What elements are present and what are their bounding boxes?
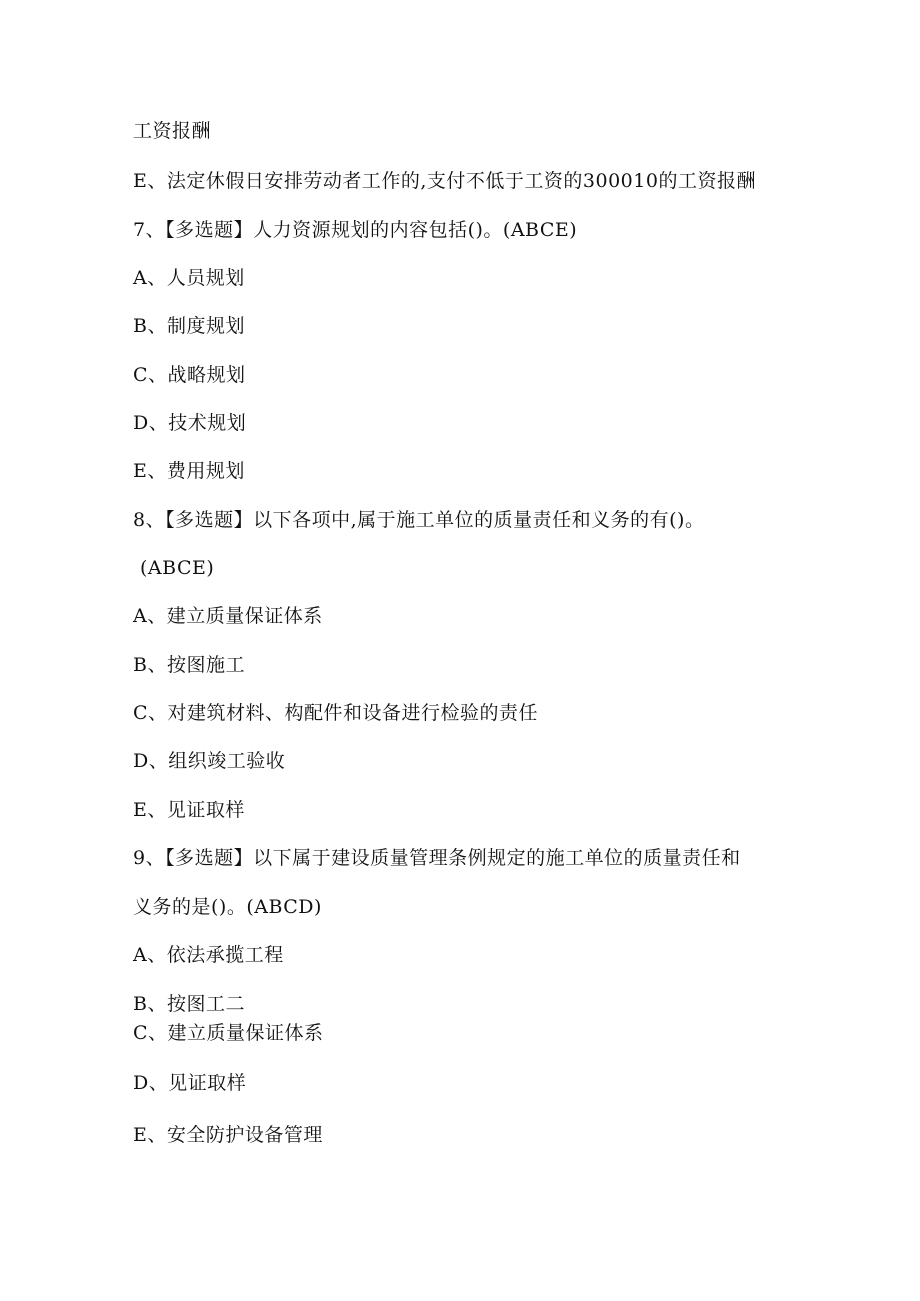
question-9: 9、【多选题】以下属于建设质量管理条例规定的施工单位的质量责任和 [133,847,741,869]
option-b: B、按图施工 [133,654,245,676]
option-e: E、法定休假日安排劳动者工作的,支付不低于工资的300010的工资报酬 [133,170,756,192]
option-b: B、制度规划 [133,315,245,337]
option-a: A、建立质量保证体系 [133,605,323,627]
option-c: C、对建筑材料、构配件和设备进行检验的责任 [133,702,539,724]
question-7: 7、【多选题】人力资源规划的内容包括()。(ABCE) [133,219,578,241]
option-e: E、见证取样 [133,799,245,821]
option-b: B、按图工二 [133,993,245,1015]
option-e: E、费用规划 [133,460,245,482]
option-c: C、建立质量保证体系 [133,1022,324,1044]
option-e: E、安全防护设备管理 [133,1124,323,1146]
option-d: D、见证取样 [133,1072,247,1094]
option-d: D、组织竣工验收 [133,750,286,772]
text-line: 工资报酬 [133,120,212,142]
question-8: 8、【多选题】以下各项中,属于施工单位的质量责任和义务的有()。 [133,509,705,531]
option-a: A、依法承揽工程 [133,944,284,966]
option-a: A、人员规划 [133,267,245,289]
option-c: C、战略规划 [133,364,246,386]
option-d: D、技术规划 [133,412,247,434]
answer-8: (ABCE) [140,557,215,579]
question-9-continued: 义务的是()。(ABCD) [133,896,322,918]
